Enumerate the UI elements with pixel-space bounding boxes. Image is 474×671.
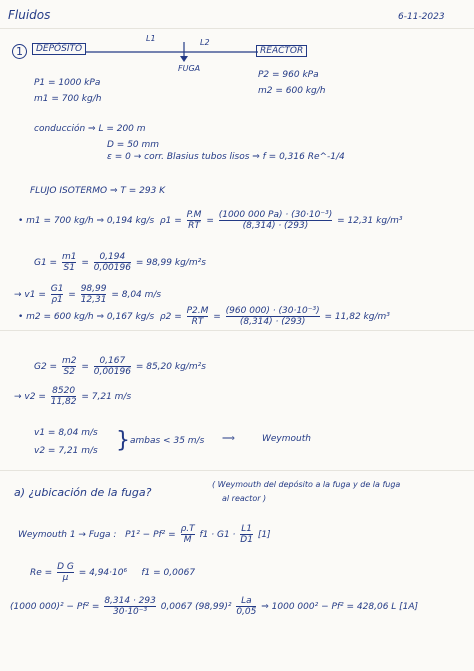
g1-symbol: G1 = <box>34 258 60 268</box>
denominator: 0,05 <box>236 607 257 617</box>
v2-symbol: → v2 = <box>14 392 49 402</box>
page-rule <box>0 28 474 29</box>
denominator: ρ1 <box>51 295 63 305</box>
method-result: Weymouth <box>262 434 311 444</box>
numerator: 0,194 <box>99 252 126 262</box>
reynolds-result: = 4,94·10⁶ <box>78 568 128 578</box>
m1-conversion: • m1 = 700 kg/h ⇒ 0,194 kg/s <box>18 216 155 226</box>
denominator: M <box>181 534 195 545</box>
reynolds-equation <box>30 562 195 583</box>
denominator: 0,00196 <box>93 263 131 273</box>
denominator: S1 <box>63 263 75 273</box>
numerator: m2 <box>61 356 77 366</box>
numerator: m1 <box>61 252 77 262</box>
v2-equation <box>14 386 131 407</box>
numerator: (1000 000 Pa) · (30·10⁻³) <box>218 210 333 220</box>
final-middle: 0,0067 (98,99)² <box>160 602 235 612</box>
numerator: ρ.T <box>180 524 195 534</box>
final-equation <box>10 596 418 617</box>
isothermal-line: FLUJO ISOTERMO ⇒ T = 293 K <box>30 186 166 196</box>
numerator: P2.M <box>186 306 209 316</box>
pressure-difference: P1² − Pf² = <box>125 530 179 540</box>
fraction <box>51 386 77 407</box>
p1-value: P1 = 1000 kPa <box>34 78 101 88</box>
pipe-line <box>86 36 258 66</box>
brace-icon: } <box>116 428 130 453</box>
rho2-symbol: ρ2 = <box>159 312 185 322</box>
density1-equation <box>18 210 402 231</box>
denominator: μ <box>57 572 74 583</box>
denominator: 11,82 <box>50 397 77 407</box>
rho1-result: = 12,31 kg/m³ <box>337 216 403 226</box>
g2-equation: G2 = $\frac{m2}{S2}$ = $\frac{0,167}{0,00196}$ = 85,20 kg/m²s <box>34 356 206 377</box>
g2-symbol: G2 = <box>34 362 60 372</box>
fraction <box>51 284 64 305</box>
denominator: S2 <box>63 367 75 377</box>
numerator: G1 <box>50 284 64 294</box>
deposit-box: DEPÓSITO <box>32 43 86 55</box>
m1-value: m1 = 700 kg/h <box>34 94 102 104</box>
g1-result: = 98,99 kg/m²s <box>135 258 206 268</box>
rho2-result: = 11,82 kg/m³ <box>324 312 390 322</box>
m2-value: m2 = 600 kg/h <box>258 86 326 96</box>
final-lhs: (1000 000)² − Pf² = <box>10 602 103 612</box>
m2-conversion: • m2 = 600 kg/h ⇒ 0,167 kg/s <box>18 312 155 322</box>
reynolds-symbol: Re = <box>30 568 56 578</box>
fraction <box>187 306 209 327</box>
leak-label: FUGA <box>178 64 201 73</box>
equation-tag: [1] <box>257 530 271 540</box>
l1-label: L1 <box>146 34 156 43</box>
numerator: 8520 <box>52 386 76 396</box>
numerator: P.M <box>186 210 202 220</box>
part-a-note-2: al reactor ) <box>222 494 267 503</box>
denominator: 0,00196 <box>93 367 131 377</box>
problem-number <box>12 44 27 59</box>
weymouth-label: Weymouth 1 → Fuga : <box>18 530 117 540</box>
denominator: 12,31 <box>80 295 107 305</box>
v1-symbol: → v1 = <box>14 290 49 300</box>
v1-summary: v1 = 8,04 m/s <box>34 428 98 438</box>
page-rule <box>0 470 474 471</box>
fraction <box>181 524 195 545</box>
fraction <box>57 562 74 583</box>
page-title: Fluidos <box>8 8 51 22</box>
implies-arrow-icon: ⟹ <box>222 434 235 444</box>
denominator: RT <box>188 221 200 231</box>
denominator: RT <box>187 316 209 327</box>
velocity-note: ambas < 35 m/s <box>130 436 205 446</box>
numerator: 0,167 <box>99 356 126 366</box>
fraction <box>94 252 131 273</box>
fraction <box>62 356 77 377</box>
denominator: 30·10⁻³ <box>104 606 156 617</box>
numerator: L1 <box>241 524 252 534</box>
part-a-label: a) ¿ubicación de la fuga? <box>14 486 152 499</box>
weymouth-equation <box>18 524 271 545</box>
v2-summary: v2 = 7,21 m/s <box>34 446 98 456</box>
g2-result: = 85,20 kg/m²s <box>135 362 206 372</box>
roughness-line: ε = 0 → corr. Blasius tubos lisos ⇒ f = 0,316 Re^-1/4 <box>107 152 345 162</box>
denominator: (8,314) · (293) <box>219 220 333 231</box>
diameter-line: D = 50 mm <box>107 140 160 150</box>
equals: = <box>206 216 217 226</box>
numerator: 8,314 · 293 <box>104 596 156 606</box>
part-a-note: ( Weymouth del depósito a la fuga y de la fuga <box>212 480 401 489</box>
equals: = <box>213 312 224 322</box>
fraction <box>94 356 131 377</box>
density2-equation <box>18 306 390 327</box>
numerator: 98,99 <box>80 284 107 294</box>
rho1-symbol: ρ1 = <box>159 216 185 226</box>
p2-value: P2 = 960 kPa <box>258 70 319 80</box>
conduction-line: conducción ⇒ L = 200 m <box>34 124 146 134</box>
numerator: D G <box>57 562 74 572</box>
friction-terms: f1 · G1 · <box>199 530 239 540</box>
denominator: (8,314) · (293) <box>226 316 320 327</box>
numerator: (960 000) · (30·10⁻³) <box>225 306 320 316</box>
fraction <box>236 596 256 617</box>
l2-label: L2 <box>200 38 210 47</box>
final-result: ⇒ 1000 000² − Pf² = 428,06 L [1A] <box>261 602 419 612</box>
problem-number-circle: 1 <box>12 44 27 59</box>
fraction <box>62 252 77 273</box>
fraction <box>81 284 107 305</box>
reactor-box: REACTOR <box>256 45 307 57</box>
denominator: D1 <box>240 535 253 545</box>
fraction <box>219 210 333 231</box>
fraction <box>226 306 320 327</box>
v1-equation: → v1 = $\frac{G1}{\rho 1}$ = $\frac{98,99}{12,31}$ = 8,04 m/s <box>14 284 162 305</box>
v2-result: = 7,21 m/s <box>81 392 132 402</box>
v1-result: = 8,04 m/s <box>111 290 162 300</box>
page-rule <box>0 330 474 331</box>
friction-factor: f1 = 0,0067 <box>141 568 196 578</box>
numerator: Lа <box>241 596 252 606</box>
fraction <box>104 596 156 617</box>
fraction <box>240 524 253 545</box>
page-date: 6-11-2023 <box>398 12 445 22</box>
fraction <box>187 210 202 231</box>
g1-equation: G1 = $\frac{m1}{S1}$ = $\frac{0,194}{0,00196}$ = 98,99 kg/m²s <box>34 252 206 273</box>
